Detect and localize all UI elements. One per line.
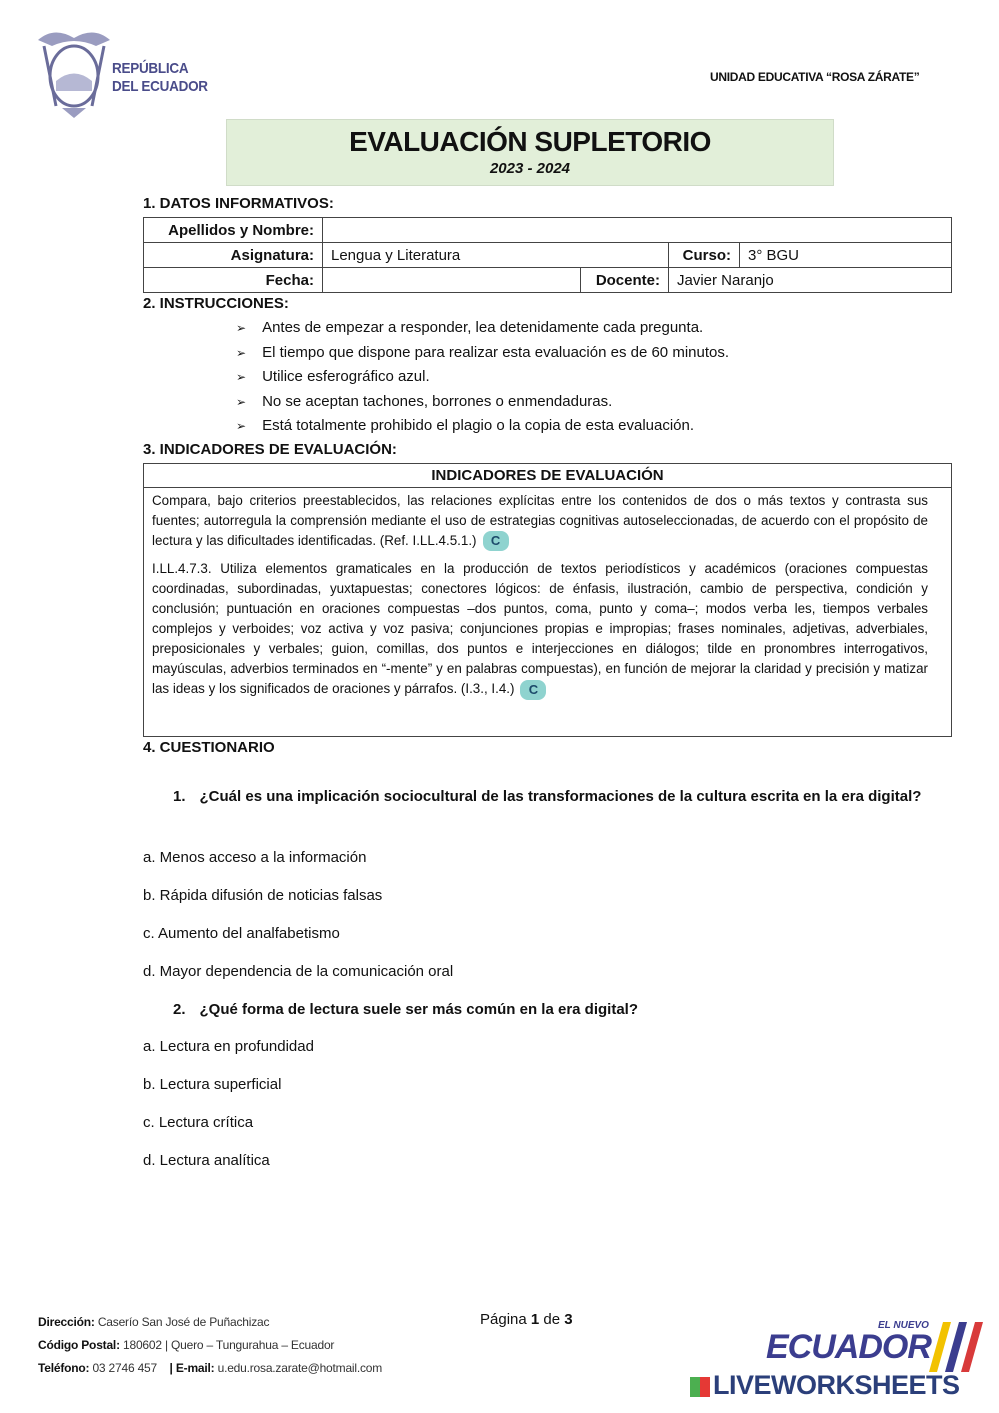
answer-option[interactable]: c. Lectura crítica xyxy=(143,1114,254,1131)
name-field[interactable] xyxy=(323,218,952,243)
page-total: 3 xyxy=(564,1311,573,1328)
arrow-bullet-icon: ➢ xyxy=(236,320,247,335)
liveworksheets-text: LIVEWORKSHEETS xyxy=(713,1370,960,1400)
indicator-text: Compara, bajo criterios preestablecidos, las relaciones explícitas entre los contenidos de dos o más textos y contrasta sus fuentes; autorregula la comprensión mediante el uso de estrategias cognitivas autoseleccionadas, de acuerdo con el propósito de lectura y las dificultades identificadas. (Ref. I.LL.4.5.1.) xyxy=(152,493,928,548)
page-number xyxy=(480,1311,573,1328)
arrow-bullet-icon: ➢ xyxy=(236,418,247,433)
question-text: ¿Cuál es una implicación sociocultural de las transformaciones de la cultura escrita en la era digital? xyxy=(199,788,922,805)
indicators-header: INDICADORES DE EVALUACIÓN xyxy=(144,464,951,488)
teacher-value: Javier Naranjo xyxy=(669,268,952,293)
phone-label: Teléfono: xyxy=(38,1361,90,1375)
school-name: UNIDAD EDUCATIVA “ROSA ZÁRATE” xyxy=(710,70,920,84)
instruction-text: Utilice esferográfico azul. xyxy=(262,368,430,385)
footer-postal xyxy=(38,1338,334,1352)
subject-label: Asignatura: xyxy=(144,243,323,268)
instruction-item xyxy=(236,319,703,336)
arrow-bullet-icon: ➢ xyxy=(236,394,247,409)
answer-option[interactable]: a. Lectura en profundidad xyxy=(143,1038,314,1055)
date-label: Fecha: xyxy=(144,268,323,293)
answer-option[interactable]: c. Aumento del analfabetismo xyxy=(143,925,340,942)
answer-option[interactable]: b. Lectura superficial xyxy=(143,1076,282,1093)
answer-option[interactable]: b. Rápida difusión de noticias falsas xyxy=(143,887,383,904)
brand-logos xyxy=(690,1318,990,1403)
answer-option[interactable]: a. Menos acceso a la información xyxy=(143,849,367,866)
answer-option[interactable]: d. Mayor dependencia de la comunicación oral xyxy=(143,963,454,980)
question-number: 1. xyxy=(173,788,186,805)
comment-icon[interactable]: C xyxy=(520,680,546,700)
page-current: 1 xyxy=(530,1311,540,1328)
address-label: Dirección: xyxy=(38,1315,95,1329)
flag-stripes-icon xyxy=(915,1322,990,1372)
indicator-item xyxy=(144,559,951,699)
section-heading-data: 1. DATOS INFORMATIVOS: xyxy=(143,195,334,212)
liveworksheets-logo xyxy=(690,1370,960,1401)
el-nuevo-text: EL NUEVO xyxy=(878,1320,929,1331)
indicator-text: I.LL.4.7.3. Utiliza elementos gramaticales en la producción de textos periodísticos y académicos (oraciones compuestas coordinadas, subordinadas, yuxtapuestas; conectores lógicos: de énfasis, ilustración, cambio de perspectiva, condición y conclusión; puntuación en oraciones compuestas –dos puntos, coma, punto y coma–; modos verba les, tiempos verbales complejos y verboides; voz activa y voz pasiva; conjunciones propias e impropias; frases nominales, adjetivas, adverbiales, preposicionales y verbales; guion, comillas, dos puntos e interjecciones en diálogos; tilde en pronombres interrogativos, mayúsculas, adverbios terminados en “-mente” y en palabras compuestas), en función de mejorar la claridad y precisión y matizar las ideas y los significados de oraciones y párrafos. (I.3., I.4.) xyxy=(152,561,928,697)
instruction-text: El tiempo que dispone para realizar esta evaluación es de 60 minutos. xyxy=(262,344,730,361)
question-1 xyxy=(173,785,933,809)
info-table xyxy=(143,217,952,293)
footer-contact xyxy=(38,1361,382,1375)
instruction-text: Antes de empezar a responder, lea detenidamente cada pregunta. xyxy=(262,319,704,336)
footer-address xyxy=(38,1315,269,1329)
instruction-item xyxy=(236,393,612,410)
instruction-text: Está totalmente prohibido el plagio o la copia de esta evaluación. xyxy=(262,417,695,434)
date-field[interactable] xyxy=(323,268,581,293)
postal-label: Código Postal: xyxy=(38,1338,120,1352)
course-label: Curso: xyxy=(669,243,740,268)
comment-icon[interactable]: C xyxy=(483,531,509,551)
ecuador-logo-text: ECUADOR xyxy=(766,1328,931,1366)
page-title: EVALUACIÓN SUPLETORIO xyxy=(349,126,711,157)
course-value: 3° BGU xyxy=(740,243,952,268)
school-year: 2023 - 2024 xyxy=(489,160,571,177)
logo-line-1: REPÚBLICA xyxy=(112,60,189,77)
arrow-bullet-icon: ➢ xyxy=(236,345,247,360)
question-2 xyxy=(173,998,933,1022)
postal-value: 180602 | Quero – Tungurahua – Ecuador xyxy=(123,1338,335,1352)
question-number: 2. xyxy=(173,1001,186,1018)
indicator-item xyxy=(144,491,951,551)
answer-option[interactable]: d. Lectura analítica xyxy=(143,1152,270,1169)
email-label: | E-mail: xyxy=(169,1361,215,1375)
phone-value: 03 2746 457 xyxy=(92,1361,157,1375)
email-value[interactable]: u.edu.rosa.zarate@hotmail.com xyxy=(217,1361,383,1375)
instruction-item xyxy=(236,368,430,385)
page-word: Página xyxy=(480,1311,527,1328)
name-label: Apellidos y Nombre: xyxy=(144,218,323,243)
instruction-text: No se aceptan tachones, borrones o enmendaduras. xyxy=(262,393,613,410)
coat-of-arms-icon xyxy=(34,26,114,118)
page-of: de xyxy=(543,1311,561,1328)
instruction-item xyxy=(236,417,694,434)
section-heading-questionnaire: 4. CUESTIONARIO xyxy=(143,739,275,756)
indicators-table xyxy=(143,463,952,737)
address-value: Caserío San José de Puñachizac xyxy=(97,1315,270,1329)
teacher-label: Docente: xyxy=(581,268,669,293)
question-text: ¿Qué forma de lectura suele ser más común en la era digital? xyxy=(199,1001,638,1018)
live-badge-icon xyxy=(690,1377,710,1397)
subject-value: Lengua y Literatura xyxy=(323,243,669,268)
section-heading-instructions: 2. INSTRUCCIONES: xyxy=(143,295,289,312)
logo-text xyxy=(112,60,208,96)
instruction-item xyxy=(236,344,729,361)
logo-line-2: DEL ECUADOR xyxy=(112,78,208,95)
title-box xyxy=(226,119,834,186)
republica-logo xyxy=(30,24,220,120)
arrow-bullet-icon: ➢ xyxy=(236,369,247,384)
section-heading-indicators: 3. INDICADORES DE EVALUACIÓN: xyxy=(143,441,397,458)
